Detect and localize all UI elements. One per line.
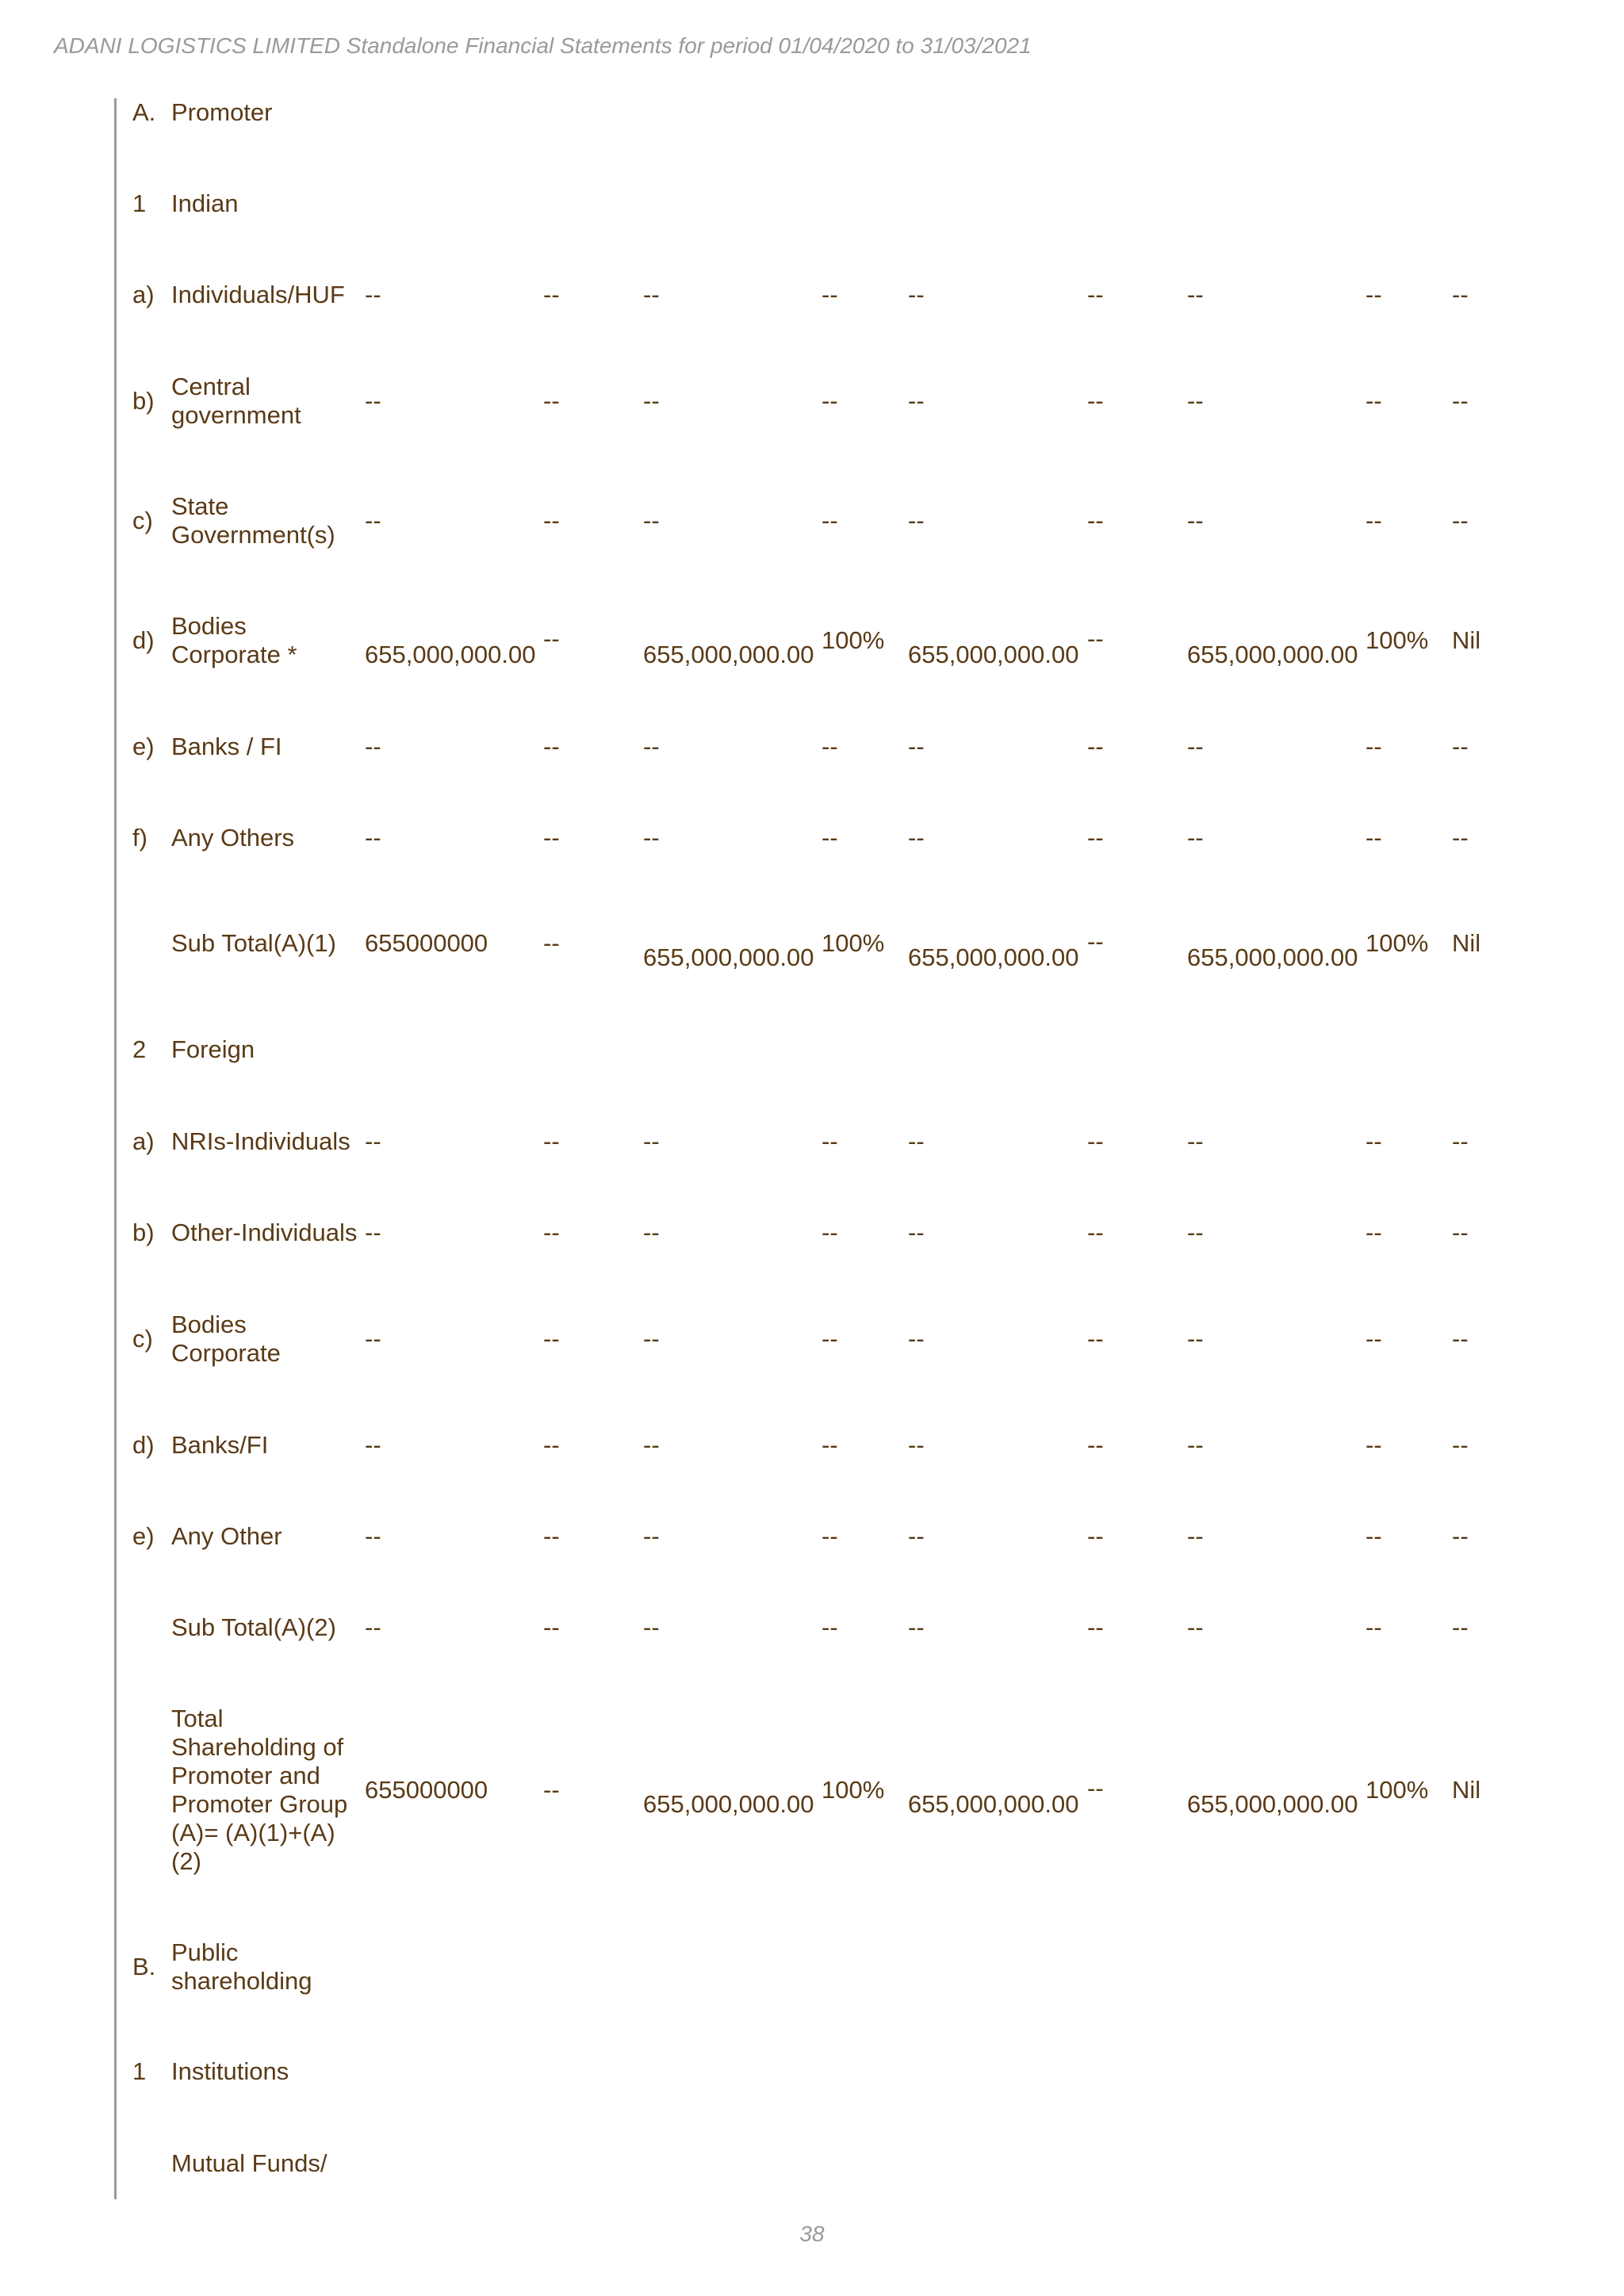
cell-value: 100%	[822, 929, 885, 957]
cell-value: --	[1087, 1325, 1104, 1353]
cell-value: --	[1087, 1219, 1104, 1246]
cell-value: --	[822, 1219, 838, 1246]
row-label: Public shareholding	[171, 1938, 312, 1995]
cell-value: 655000000	[365, 929, 488, 957]
row-index: d)	[132, 1431, 155, 1459]
row-label: Central government	[171, 373, 301, 429]
row-index: f)	[132, 824, 147, 851]
cell-value: --	[543, 1127, 560, 1155]
cell-value: --	[822, 1613, 838, 1641]
page-header: ADANI LOGISTICS LIMITED Standalone Financial Statements for period 01/04/2020 to 31/03/2021	[54, 33, 1032, 58]
cell-value: --	[643, 824, 660, 851]
row-index: a)	[132, 1127, 155, 1155]
cell-value: --	[1365, 1219, 1382, 1246]
cell-value: --	[1365, 1127, 1382, 1155]
cell-value: --	[908, 1522, 925, 1550]
cell-value: --	[1187, 1219, 1204, 1246]
row-index: a)	[132, 281, 155, 308]
cell-value: --	[822, 1522, 838, 1550]
row-label: Banks/FI	[171, 1431, 269, 1459]
cell-value: --	[543, 387, 560, 415]
cell-value: --	[908, 1219, 925, 1246]
cell-value: --	[365, 1325, 381, 1353]
cell-value: --	[365, 824, 381, 851]
cell-value: --	[543, 1613, 560, 1641]
cell-value: --	[643, 1522, 660, 1550]
cell-value: --	[822, 507, 838, 534]
cell-value: 655,000,000.00	[908, 641, 1079, 668]
row-index: b)	[132, 387, 155, 415]
cell-value: --	[365, 1219, 381, 1246]
cell-value: --	[1452, 1219, 1469, 1246]
cell-value: --	[1187, 1325, 1204, 1353]
cell-value: --	[643, 1613, 660, 1641]
cell-value: --	[1087, 281, 1104, 308]
cell-value: --	[1365, 733, 1382, 760]
cell-value: --	[365, 1431, 381, 1459]
row-index: c)	[132, 1325, 153, 1353]
row-index: b)	[132, 1219, 155, 1246]
row-label: Individuals/HUF	[171, 281, 345, 308]
cell-value: --	[908, 281, 925, 308]
cell-value: --	[1087, 1613, 1104, 1641]
cell-value: --	[1365, 281, 1382, 308]
cell-value: --	[643, 507, 660, 534]
cell-value: 655,000,000.00	[1187, 943, 1358, 971]
cell-value: --	[543, 824, 560, 851]
row-label: Bodies Corporate *	[171, 612, 297, 668]
row-label: Sub Total(A)(2)	[171, 1613, 336, 1641]
cell-value: Nil	[1452, 1776, 1481, 1804]
cell-value: --	[543, 1522, 560, 1550]
cell-value: --	[643, 1127, 660, 1155]
cell-value: --	[643, 1325, 660, 1353]
cell-value: 100%	[822, 1776, 885, 1804]
cell-value: --	[543, 625, 560, 652]
cell-value: --	[1365, 1325, 1382, 1353]
cell-value: 655,000,000.00	[643, 1790, 814, 1818]
row-index: 1	[132, 2057, 147, 2085]
page-number: 38	[799, 2221, 825, 2246]
cell-value: --	[1087, 824, 1104, 851]
cell-value: --	[1187, 281, 1204, 308]
row-index: e)	[132, 733, 155, 760]
cell-value: --	[365, 507, 381, 534]
left-border-rule	[114, 98, 117, 2199]
row-index: 1	[132, 189, 147, 217]
cell-value: --	[1187, 1613, 1204, 1641]
row-index: e)	[132, 1522, 155, 1550]
cell-value: 655,000,000.00	[643, 641, 814, 668]
cell-value: 655,000,000.00	[908, 1790, 1079, 1818]
row-index: d)	[132, 626, 155, 654]
cell-value: --	[543, 1219, 560, 1246]
cell-value: --	[1087, 1774, 1104, 1802]
cell-value: --	[908, 1325, 925, 1353]
cell-value: --	[908, 507, 925, 534]
cell-value: --	[822, 387, 838, 415]
cell-value: --	[1187, 1431, 1204, 1459]
cell-value: --	[822, 733, 838, 760]
cell-value: --	[1187, 824, 1204, 851]
cell-value: --	[822, 1431, 838, 1459]
cell-value: --	[1452, 507, 1469, 534]
cell-value: --	[1087, 507, 1104, 534]
cell-value: 100%	[1365, 1776, 1429, 1804]
cell-value: 100%	[1365, 929, 1429, 957]
row-label: State Government(s)	[171, 492, 335, 549]
cell-value: --	[643, 733, 660, 760]
cell-value: --	[1365, 1431, 1382, 1459]
cell-value: --	[1187, 507, 1204, 534]
cell-value: --	[822, 1325, 838, 1353]
cell-value: 655,000,000.00	[365, 641, 536, 668]
cell-value: --	[543, 733, 560, 760]
cell-value: --	[1187, 1522, 1204, 1550]
cell-value: --	[1365, 1613, 1382, 1641]
cell-value: 100%	[1365, 626, 1429, 654]
cell-value: --	[643, 281, 660, 308]
cell-value: --	[1087, 733, 1104, 760]
cell-value: --	[643, 387, 660, 415]
cell-value: --	[1087, 1522, 1104, 1550]
cell-value: --	[1087, 625, 1104, 652]
cell-value: 655,000,000.00	[1187, 641, 1358, 668]
cell-value: --	[1087, 1127, 1104, 1155]
row-index: 2	[132, 1035, 147, 1063]
cell-value: --	[365, 1127, 381, 1155]
row-label: Total Shareholding of Promoter and Promoter Group (A)= (A)(1)+(A)(2)	[171, 1705, 348, 1875]
cell-value: --	[1087, 1431, 1104, 1459]
cell-value: --	[1187, 1127, 1204, 1155]
cell-value: --	[908, 824, 925, 851]
cell-value: --	[543, 1776, 560, 1804]
cell-value: --	[908, 1613, 925, 1641]
cell-value: --	[1365, 1522, 1382, 1550]
cell-value: --	[365, 387, 381, 415]
cell-value: --	[543, 929, 560, 957]
cell-value: --	[543, 507, 560, 534]
row-label: Institutions	[171, 2057, 289, 2085]
cell-value: --	[1452, 733, 1469, 760]
cell-value: --	[1365, 387, 1382, 415]
cell-value: --	[365, 1522, 381, 1550]
row-label: Any Others	[171, 824, 295, 851]
row-label: Other-Individuals	[171, 1219, 358, 1246]
cell-value: --	[543, 1431, 560, 1459]
cell-value: --	[1365, 824, 1382, 851]
cell-value: --	[643, 1219, 660, 1246]
cell-value: --	[1365, 507, 1382, 534]
cell-value: Nil	[1452, 929, 1481, 957]
row-label: Indian	[171, 189, 239, 217]
cell-value: --	[543, 1325, 560, 1353]
cell-value: --	[365, 281, 381, 308]
cell-value: --	[1452, 387, 1469, 415]
cell-value: --	[908, 733, 925, 760]
cell-value: 655,000,000.00	[908, 943, 1079, 971]
cell-value: --	[1187, 733, 1204, 760]
cell-value: --	[1452, 281, 1469, 308]
cell-value: --	[365, 733, 381, 760]
row-index: c)	[132, 507, 153, 534]
row-label: Sub Total(A)(1)	[171, 929, 336, 957]
cell-value: 655000000	[365, 1776, 488, 1804]
cell-value: --	[908, 1431, 925, 1459]
cell-value: --	[908, 387, 925, 415]
cell-value: --	[822, 1127, 838, 1155]
row-index: A.	[132, 98, 156, 126]
cell-value: --	[543, 281, 560, 308]
cell-value: --	[1187, 387, 1204, 415]
cell-value: --	[365, 1613, 381, 1641]
cell-value: --	[822, 281, 838, 308]
cell-value: --	[1452, 1431, 1469, 1459]
cell-value: Nil	[1452, 626, 1481, 654]
row-label: Bodies Corporate	[171, 1311, 281, 1367]
row-label: Any Other	[171, 1522, 282, 1550]
row-index: B.	[132, 1953, 156, 1980]
cell-value: 655,000,000.00	[643, 943, 814, 971]
cell-value: --	[1452, 1325, 1469, 1353]
cell-value: --	[1452, 824, 1469, 851]
cell-value: --	[1087, 928, 1104, 955]
cell-value: 655,000,000.00	[1187, 1790, 1358, 1818]
cell-value: --	[1087, 387, 1104, 415]
row-label: NRIs-Individuals	[171, 1127, 350, 1155]
row-label: Promoter	[171, 98, 273, 126]
cell-value: --	[822, 824, 838, 851]
row-label: Banks / FI	[171, 733, 282, 760]
cell-value: --	[1452, 1522, 1469, 1550]
cell-value: --	[908, 1127, 925, 1155]
cell-value: 100%	[822, 626, 885, 654]
row-label: Mutual Funds/	[171, 2149, 327, 2177]
cell-value: --	[643, 1431, 660, 1459]
cell-value: --	[1452, 1613, 1469, 1641]
row-label: Foreign	[171, 1035, 255, 1063]
cell-value: --	[1452, 1127, 1469, 1155]
